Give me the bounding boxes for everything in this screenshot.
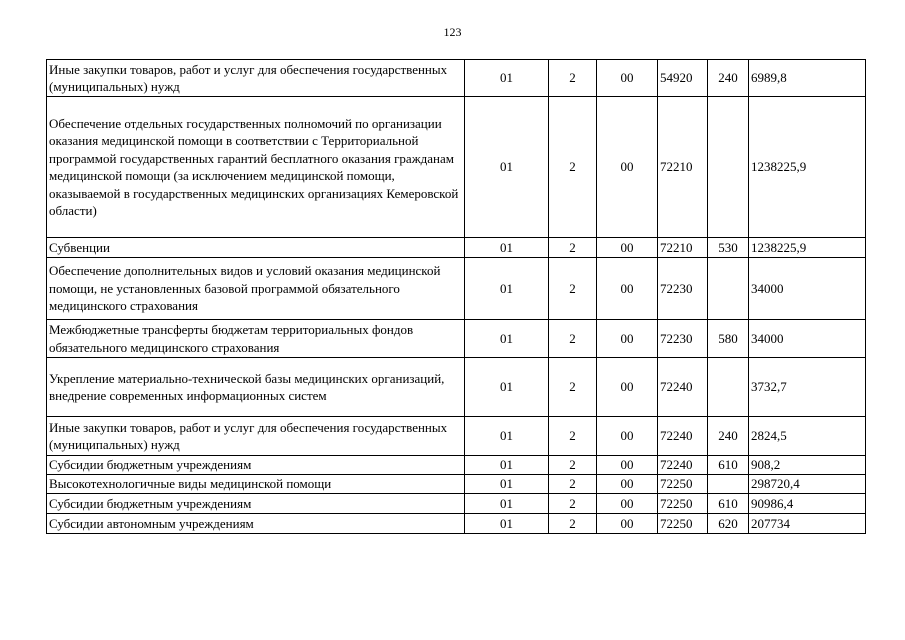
expense-type-code: 610 [708, 456, 749, 475]
amount: 90986,4 [749, 494, 866, 514]
amount: 6989,8 [749, 60, 866, 97]
subprogram-code: 00 [597, 258, 658, 320]
expense-type-code: 620 [708, 514, 749, 534]
direction-code: 72250 [658, 494, 708, 514]
program-code: 2 [549, 60, 597, 97]
direction-code: 72230 [658, 320, 708, 358]
expense-type-code [708, 475, 749, 494]
row-name: Субсидии автономным учреждениям [47, 514, 465, 534]
section-code: 01 [465, 258, 549, 320]
program-code: 2 [549, 358, 597, 417]
table-row [47, 60, 866, 97]
section-code: 01 [465, 456, 549, 475]
program-code: 2 [549, 514, 597, 534]
program-code: 2 [549, 320, 597, 358]
program-code: 2 [549, 97, 597, 238]
table-row [47, 514, 866, 534]
expense-type-code: 580 [708, 320, 749, 358]
row-name: Субсидии бюджетным учреждениям [47, 494, 465, 514]
direction-code: 72230 [658, 258, 708, 320]
subprogram-code: 00 [597, 60, 658, 97]
program-code: 2 [549, 475, 597, 494]
table-row [47, 494, 866, 514]
direction-code: 72250 [658, 514, 708, 534]
table-row [47, 97, 866, 238]
amount: 34000 [749, 320, 866, 358]
subprogram-code: 00 [597, 97, 658, 238]
amount: 1238225,9 [749, 238, 866, 258]
amount: 908,2 [749, 456, 866, 475]
row-name: Межбюджетные трансферты бюджетам территориальных фондов обязательного медицинского страхования [47, 320, 465, 358]
direction-code: 54920 [658, 60, 708, 97]
subprogram-code: 00 [597, 514, 658, 534]
row-name: Иные закупки товаров, работ и услуг для обеспечения государственных (муниципальных) нужд [47, 417, 465, 456]
section-code: 01 [465, 475, 549, 494]
row-name: Обеспечение отдельных государственных полномочий по организации оказания медицинской помощи в соответствии с Территориальной программой государственных гарантий бесплатного оказания гражданам медицинской помощи (за исключением медицинской помощи, оказываемой в государственных медицинских организациях Кемеровской области) [47, 97, 465, 238]
table-row [47, 258, 866, 320]
program-code: 2 [549, 494, 597, 514]
amount: 207734 [749, 514, 866, 534]
table-row [47, 358, 866, 417]
section-code: 01 [465, 238, 549, 258]
amount: 1238225,9 [749, 97, 866, 238]
expense-type-code: 240 [708, 60, 749, 97]
direction-code: 72210 [658, 238, 708, 258]
subprogram-code: 00 [597, 238, 658, 258]
program-code: 2 [549, 258, 597, 320]
table-row [47, 475, 866, 494]
expense-type-code: 240 [708, 417, 749, 456]
page-number: 123 [443, 25, 462, 39]
program-code: 2 [549, 417, 597, 456]
subprogram-code: 00 [597, 320, 658, 358]
table-row [47, 456, 866, 475]
subprogram-code: 00 [597, 417, 658, 456]
direction-code: 72240 [658, 417, 708, 456]
row-name: Высокотехнологичные виды медицинской помощи [47, 475, 465, 494]
section-code: 01 [465, 358, 549, 417]
amount: 2824,5 [749, 417, 866, 456]
section-code: 01 [465, 97, 549, 238]
expense-type-code: 610 [708, 494, 749, 514]
program-code: 2 [549, 456, 597, 475]
section-code: 01 [465, 514, 549, 534]
row-name: Иные закупки товаров, работ и услуг для обеспечения государственных (муниципальных) нужд [47, 60, 465, 97]
amount: 34000 [749, 258, 866, 320]
subprogram-code: 00 [597, 358, 658, 417]
row-name: Субвенции [47, 238, 465, 258]
section-code: 01 [465, 494, 549, 514]
subprogram-code: 00 [597, 475, 658, 494]
direction-code: 72250 [658, 475, 708, 494]
table-row [47, 320, 866, 358]
budget-table [46, 59, 866, 534]
row-name: Укрепление материально-технической базы медицинских организаций, внедрение современных информационных систем [47, 358, 465, 417]
amount: 298720,4 [749, 475, 866, 494]
expense-type-code: 530 [708, 238, 749, 258]
section-code: 01 [465, 320, 549, 358]
subprogram-code: 00 [597, 494, 658, 514]
direction-code: 72210 [658, 97, 708, 238]
amount: 3732,7 [749, 358, 866, 417]
section-code: 01 [465, 60, 549, 97]
table-row [47, 238, 866, 258]
row-name: Субсидии бюджетным учреждениям [47, 456, 465, 475]
subprogram-code: 00 [597, 456, 658, 475]
table-row [47, 417, 866, 456]
section-code: 01 [465, 417, 549, 456]
program-code: 2 [549, 238, 597, 258]
direction-code: 72240 [658, 456, 708, 475]
expense-type-code [708, 97, 749, 238]
row-name: Обеспечение дополнительных видов и условий оказания медицинской помощи, не установленных базовой программой обязательного медицинского страхования [47, 258, 465, 320]
direction-code: 72240 [658, 358, 708, 417]
expense-type-code [708, 358, 749, 417]
expense-type-code [708, 258, 749, 320]
